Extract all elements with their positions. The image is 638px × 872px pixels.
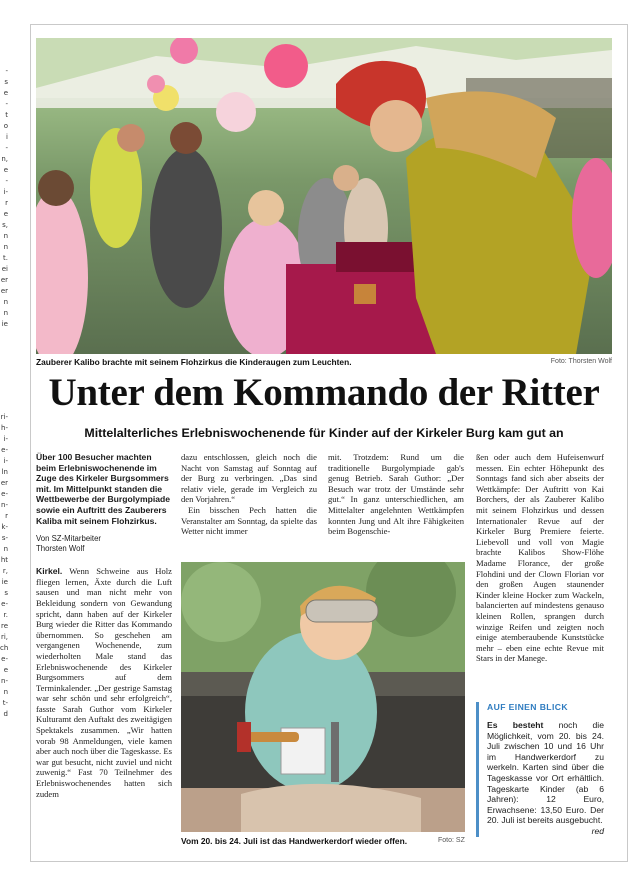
fragment-bottom-line-20: ri, — [0, 633, 8, 641]
fragment-bottom-line-17: e- — [1, 600, 8, 608]
main-photo-credit: Foto: Thorsten Wolf — [550, 358, 612, 365]
info-box-body: noch die Möglichkeit, vom 20. bis 24. Juli zwischen 10 und 16 Uhr im Handwerkerdorf zu werkeln. Karten sind über die Tageskasse vor Ort erhältlich. Tageskarte Kinder (ab 6 Jahren): 12 Euro, Erwachsene: 13,50 Euro. Der 20. Juli ist bereits ausgebucht. — [487, 720, 604, 826]
fragment-bottom-line-6: er — [0, 479, 8, 487]
fragment-bottom-line-21: ch — [0, 644, 8, 652]
article-body-col1: Wenn Schweine aus Holz fliegen lernen, Äxte durch die Luft sausen und man nicht mehr von Bekleidung sondern von Gewandung spricht, dann haben auf der Kirkeler Burg wieder die Ritter das Kommando übernommen. So geschehen am vergangenen Wochenende, zum wiederholten Male stand das Erlebniswochenende des Kirkeler Burgsommers auf dem Terminkalender. „Der gestrige Samstag war sehr schön und sehr erfolgreich“, fasste Sarah Guthor vom Kirkeler Kulturamt den Auftakt des zweitägigen Spektakels zusammen. „Wir hatten vorab 98 Anmeldungen, viele kamen aber auch noch über die Tageskasse. Es war gut besucht, nicht zuviel und nicht zuwenig.“ Fast 70 Teilnehmer des Erlebniswochenendes hatten sich zudem — [36, 566, 172, 799]
fragment-top-line-18: ei — [1, 265, 8, 273]
second-photo-illustration — [181, 562, 465, 832]
col2-paragraph-2: Ein bisschen Pech hatten die Veranstalter am Sonntag, da spielte das Wetter nicht immer — [181, 504, 317, 537]
fragment-top-line-4: t — [5, 111, 8, 119]
fragment-bottom-line-8: n- — [1, 501, 8, 509]
info-box — [476, 702, 604, 837]
fragment-bottom-line-27: d — [3, 710, 8, 718]
fragment-bottom-line-25: n — [3, 688, 8, 696]
fragment-bottom-line-2: i- — [3, 435, 8, 443]
fragment-bottom-line-0: ri- — [0, 413, 8, 421]
article-body-start — [36, 566, 172, 799]
fragment-top-line-12: r — [5, 199, 8, 207]
fragment-top-line-17: t. — [3, 254, 8, 262]
second-photo-caption: Vom 20. bis 24. Juli ist das Handwerkerdorf wieder offen. — [181, 836, 408, 846]
fragment-top-line-2: e — [3, 89, 8, 97]
fragment-bottom-line-3: e- — [1, 446, 8, 454]
fragment-top-line-8: n, — [1, 155, 8, 163]
headline: Unter dem Kommando der Ritter — [48, 371, 600, 414]
adjacent-article-fragment-bottom — [0, 412, 8, 720]
fragment-top-line-9: e — [3, 166, 8, 174]
fragment-bottom-line-22: e- — [1, 655, 8, 663]
fragment-top-line-21: n — [3, 298, 8, 306]
fragment-bottom-line-18: r. — [3, 611, 8, 619]
second-photo-credit: Foto: SZ — [438, 837, 465, 844]
fragment-bottom-line-23: e — [3, 666, 8, 674]
info-box-text — [487, 720, 604, 836]
adjacent-article-fragment-top — [0, 66, 8, 330]
fragment-bottom-line-16: s — [4, 589, 8, 597]
info-box-title: AUF EINEN BLICK — [487, 702, 568, 712]
fragment-bottom-line-10: k- — [1, 523, 8, 531]
fragment-top-line-20: er — [0, 287, 8, 295]
dateline: Kirkel. — [36, 566, 63, 577]
fragment-top-line-16: n — [3, 243, 8, 251]
subheadline: Mittelalterliches Erlebniswochenende für Kinder auf der Kirkeler Burg kam gut an — [84, 426, 564, 440]
main-photo-magician-flea-circus — [36, 38, 612, 354]
fragment-bottom-line-15: ie — [1, 578, 8, 586]
fragment-top-line-11: i- — [3, 188, 8, 196]
byline-name: Thorsten Wolf — [36, 544, 85, 554]
fragment-bottom-line-13: ht — [0, 556, 8, 564]
teaser: Über 100 Besucher machten beim Erlebniswochenende im Zuge des Kirkeler Burgsommers mit. Im Mittelpunkt standen die Wettbewerbe der Burgolympiade sowie ein Auftritt des Zauberers Kaliba mit seinem Flohzirkus. — [36, 452, 171, 526]
fragment-top-line-22: n — [3, 309, 8, 317]
article-column-1 — [36, 452, 172, 799]
fragment-top-line-3: - — [5, 100, 8, 108]
fragment-bottom-line-1: h- — [1, 424, 8, 432]
article-column-4 — [476, 452, 604, 664]
fragment-bottom-line-7: e- — [1, 490, 8, 498]
fragment-bottom-line-24: n- — [1, 677, 8, 685]
fragment-top-line-5: o — [3, 122, 8, 130]
fragment-bottom-line-26: t- — [2, 699, 8, 707]
fragment-bottom-line-11: s- — [1, 534, 8, 542]
fragment-bottom-line-9: r — [5, 512, 8, 520]
fragment-top-line-0: - — [5, 67, 8, 75]
fragment-bottom-line-14: r, — [2, 567, 8, 575]
fragment-top-line-6: i — [6, 133, 8, 141]
article-column-3 — [328, 452, 464, 537]
col2-paragraph-1: dazu entschlossen, gleich noch die Nacht von Samstag auf Sonntag auf der Burg zu verbringen. „Das sind relativ viele, gerade im Vergleich zu den Vorjahren.“ — [181, 452, 317, 505]
fragment-bottom-line-4: i- — [3, 457, 8, 465]
article-column-2 — [181, 452, 317, 537]
fragment-bottom-line-5: ln — [1, 468, 8, 476]
fragment-top-line-7: - — [5, 144, 8, 152]
info-box-signature: red — [591, 825, 604, 836]
main-photo-caption: Zauberer Kalibo brachte mit seinem Flohzirkus die Kinderaugen zum Leuchten. — [36, 357, 352, 367]
col3-paragraph-1: mit. Trotzdem: Rund um die traditionelle Burgolympiade gab's genug Betrieb. Sarah Guthor: „Der Besuch war trotz der Umstände sehr gut.“ In ganz unterschiedlichen, am Mittelalter angelehnten Wettkämpfen konnten Jung und Alt ihre Fähigkeiten beim Bogenschie- — [328, 452, 464, 537]
fragment-top-line-13: e — [3, 210, 8, 218]
info-box-lead: Es besteht — [487, 720, 544, 730]
col4-paragraph-1: ßen oder auch dem Hufeisenwurf messen. Ein echter Höhepunkt des Sonntags fand sich aber abseits der Wettkämpfe: Der Auftritt von Kai Borchers, der als Zauberer Kalibo mit seinem Flohzirkus und dessen Internationaler Revue auf der Kirkeler Burg Premiere feierte. Liebevoll und voll von Magie brachte Kalibos Show-Flöhe Madame Florance, der große Flohdini und der Clown Florian vor den großen Augen staunender Kinder kleine Hocker zum Wackeln, balancierten auf mindestens genauso kleinen Rollen, sprangen durch winzige Reifen und zeigten noch einige atemberaubende Kunststücke mehr – eben eine echte Revue mit Stars in der Manege. — [476, 452, 604, 664]
fragment-top-line-14: s, — [2, 221, 8, 229]
fragment-top-line-1: s — [4, 78, 8, 86]
fragment-top-line-23: ie — [1, 320, 8, 328]
fragment-bottom-line-12: n — [3, 545, 8, 553]
byline-role: Von SZ-Mitarbeiter — [36, 534, 101, 544]
fragment-top-line-10: - — [5, 177, 8, 185]
main-photo-illustration — [36, 38, 612, 354]
fragment-top-line-19: er — [0, 276, 8, 284]
fragment-bottom-line-19: re — [0, 622, 8, 630]
fragment-top-line-15: n — [3, 232, 8, 240]
second-photo-boy-woodworking — [181, 562, 465, 832]
